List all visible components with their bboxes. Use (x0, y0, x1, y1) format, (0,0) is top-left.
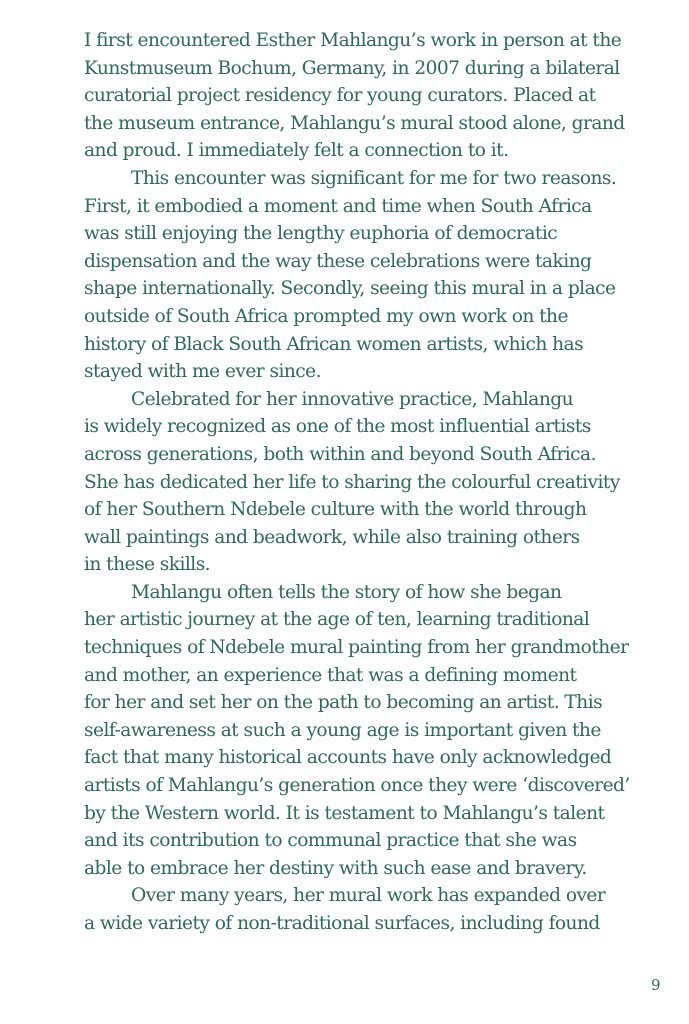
text-line: artists of Mahlangu’s generation once they were ‘discovered’ (84, 775, 630, 797)
text-line: curatorial project residency for young curators. Placed at (84, 85, 596, 107)
text-line: Mahlangu often tells the story of how she began (131, 581, 562, 603)
text-line: the museum entrance, Mahlangu’s mural stood alone, grand (84, 112, 625, 134)
text-line: Kunstmuseum Bochum, Germany, in 2007 during a bilateral (84, 57, 620, 79)
text-line: history of Black South African women artists, which has (84, 333, 584, 355)
text-line: This encounter was significant for me for two reasons. (131, 167, 617, 189)
text-line: fact that many historical accounts have only acknowledged (84, 747, 612, 769)
text-line: stayed with me ever since. (84, 361, 321, 383)
text-line: by the Western world. It is testament to Mahlangu’s talent (84, 802, 605, 824)
text-line: is widely recognized as one of the most influential artists (84, 416, 591, 438)
body-text (84, 27, 664, 938)
text-line: her artistic journey at the age of ten, learning traditional (84, 609, 590, 631)
paragraph (84, 579, 664, 883)
text-line: Celebrated for her innovative practice, Mahlangu (131, 388, 574, 410)
paragraph (84, 27, 664, 165)
text-line: self-awareness at such a young age is important given the (84, 719, 601, 741)
text-line: across generations, both within and beyond South Africa. (84, 443, 596, 465)
text-line: was still enjoying the lengthy euphoria of democratic (84, 223, 558, 245)
text-line: Over many years, her mural work has expanded over (131, 885, 606, 907)
text-line: and its contribution to communal practice that she was (84, 830, 577, 852)
text-line: shape internationally. Secondly, seeing this mural in a place (84, 278, 616, 300)
text-line: dispensation and the way these celebrations were taking (84, 250, 592, 272)
text-line: I first encountered Esther Mahlangu’s work in person at the (84, 30, 622, 51)
text-line: outside of South Africa prompted my own work on the (84, 305, 568, 327)
text-line: wall paintings and beadwork, while also training others (84, 526, 580, 548)
text-line: techniques of Ndebele mural painting from her grandmother (84, 637, 629, 659)
paragraph (84, 386, 664, 579)
text-line: First, it embodied a moment and time when South Africa (84, 195, 592, 217)
paragraph (84, 882, 664, 937)
text-line: able to embrace her destiny with such ease and bravery. (84, 857, 587, 879)
text-line: a wide variety of non-traditional surfaces, including found (84, 913, 600, 934)
text-line: and proud. I immediately felt a connection to it. (84, 140, 509, 162)
text-line: of her Southern Ndebele culture with the world through (84, 499, 587, 521)
text-line: She has dedicated her life to sharing the colourful creativity (84, 471, 620, 493)
text-line: in these skills. (84, 554, 211, 576)
paragraph (84, 165, 664, 386)
text-line: and mother, an experience that was a defining moment (84, 664, 577, 686)
text-line: for her and set her on the path to becoming an artist. This (84, 692, 603, 714)
page-number: 9 (651, 976, 661, 994)
